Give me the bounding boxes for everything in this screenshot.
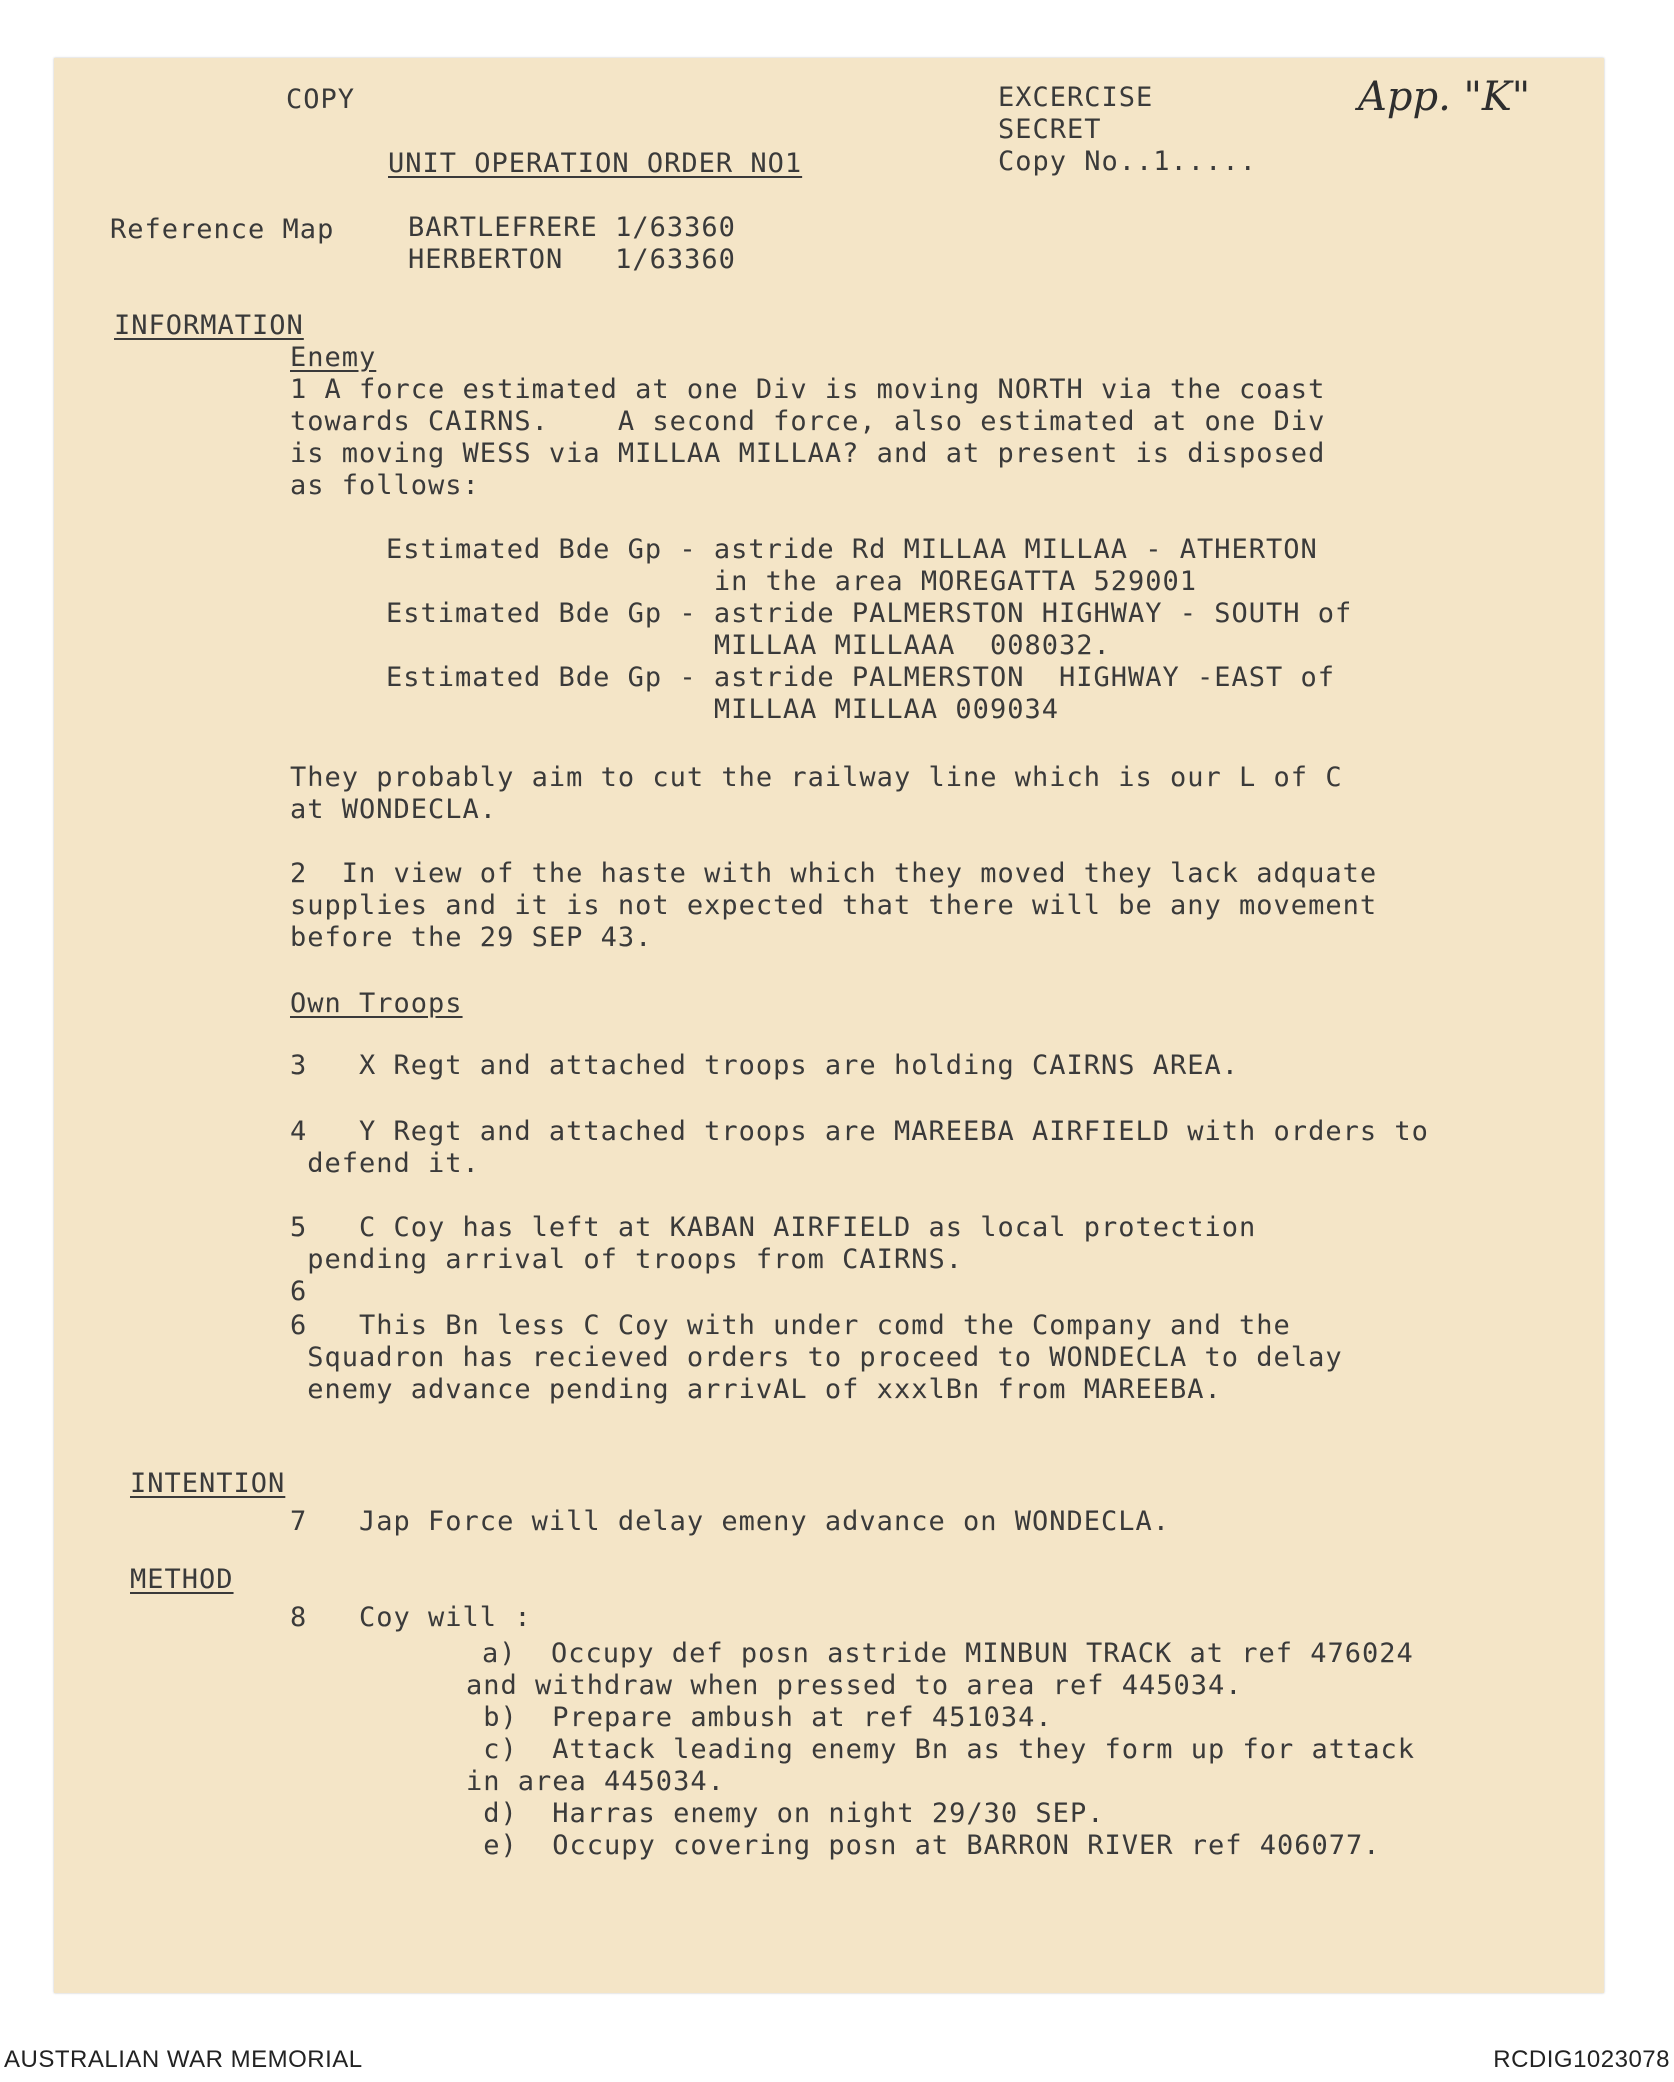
method-item-line: in area 445034. <box>466 1766 725 1797</box>
copy-label: COPY <box>286 84 356 115</box>
secret-label: SECRET <box>998 114 1102 145</box>
para-1-line: 1 A force estimated at one Div is moving NORTH via the coast <box>290 374 1326 405</box>
disposition-line: in the area MOREGATTA 529001 <box>386 566 1198 597</box>
probable-aim-line: at WONDECLA. <box>290 794 498 825</box>
disposition-line: Estimated Bde Gp - astride PALMERSTON HIGHWAY - SOUTH of <box>386 598 1353 629</box>
para-3: 3 X Regt and attached troops are holding CAIRNS AREA. <box>290 1050 1240 1081</box>
para-8: 8 Coy will : <box>290 1602 532 1633</box>
disposition-line: MILLAA MILLAA 009034 <box>386 694 1059 725</box>
para-2-line: 2 In view of the haste with which they moved they lack adquate <box>290 858 1378 889</box>
method-item-line: and withdraw when pressed to area ref 445034. <box>466 1670 1243 1701</box>
method-item-line: b) Prepare ambush at ref 451034. <box>466 1702 1053 1733</box>
handwritten-appendix-mark: App. "K" <box>1358 74 1531 120</box>
enemy-heading: Enemy <box>290 342 377 373</box>
para-5-line: pending arrival of troops from CAIRNS. <box>290 1244 963 1275</box>
intention-heading: INTENTION <box>130 1468 286 1499</box>
para-1-line: as follows: <box>290 470 480 501</box>
disposition-line: MILLAA MILLAAA 008032. <box>386 630 1111 661</box>
disposition-line: Estimated Bde Gp - astride PALMERSTON HIGHWAY -EAST of <box>386 662 1336 693</box>
method-item-line: c) Attack leading enemy Bn as they form up for attack <box>466 1734 1416 1765</box>
probable-aim-line: They probably aim to cut the railway line which is our L of C <box>290 762 1343 793</box>
reference-map-2: HERBERTON 1/63360 <box>408 244 736 275</box>
copy-number: Copy No..1..... <box>998 146 1257 177</box>
para-5-line: 6 <box>290 1276 308 1307</box>
para-2-line: supplies and it is not expected that there will be any movement <box>290 890 1378 921</box>
archive-credit: AUSTRALIAN WAR MEMORIAL <box>4 2046 363 2073</box>
para-1-line: is moving WESS via MILLAA MILLAA? and at present is disposed <box>290 438 1326 469</box>
method-item-line: a) Occupy def posn astride MINBUN TRACK at ref 476024 <box>482 1638 1414 1669</box>
method-item-line: e) Occupy covering posn at BARRON RIVER ref 406077. <box>466 1830 1381 1861</box>
disposition-line: Estimated Bde Gp - astride Rd MILLAA MILLAA - ATHERTON <box>386 534 1318 565</box>
archive-id: RCDIG1023078 <box>1493 2046 1670 2073</box>
para-2-line: before the 29 SEP 43. <box>290 922 653 953</box>
reference-map-label: Reference Map <box>110 214 335 245</box>
para-1-line: towards CAIRNS. A second force, also estimated at one Div <box>290 406 1326 437</box>
order-title: UNIT OPERATION ORDER NO1 <box>388 148 803 179</box>
exercise-label: EXCERCISE <box>998 82 1154 113</box>
own-troops-heading: Own Troops <box>290 988 463 1019</box>
method-item-line: d) Harras enemy on night 29/30 SEP. <box>466 1798 1105 1829</box>
method-heading: METHOD <box>130 1564 234 1595</box>
para-7: 7 Jap Force will delay emeny advance on WONDECLA. <box>290 1506 1171 1537</box>
para-6-line: Squadron has recieved orders to proceed to WONDECLA to delay <box>290 1342 1343 1373</box>
information-heading: INFORMATION <box>114 310 304 341</box>
reference-map-1: BARTLEFRERE 1/63360 <box>408 212 736 243</box>
para-6-line: 6 This Bn less C Coy with under comd the Company and the <box>290 1310 1291 1341</box>
para-4-line: defend it. <box>290 1148 480 1179</box>
para-5-line: 5 C Coy has left at KABAN AIRFIELD as local protection <box>290 1212 1257 1243</box>
para-4-line: 4 Y Regt and attached troops are MAREEBA AIRFIELD with orders to <box>290 1116 1429 1147</box>
para-6-line: enemy advance pending arrivAL of xxxlBn from MAREEBA. <box>290 1374 1222 1405</box>
